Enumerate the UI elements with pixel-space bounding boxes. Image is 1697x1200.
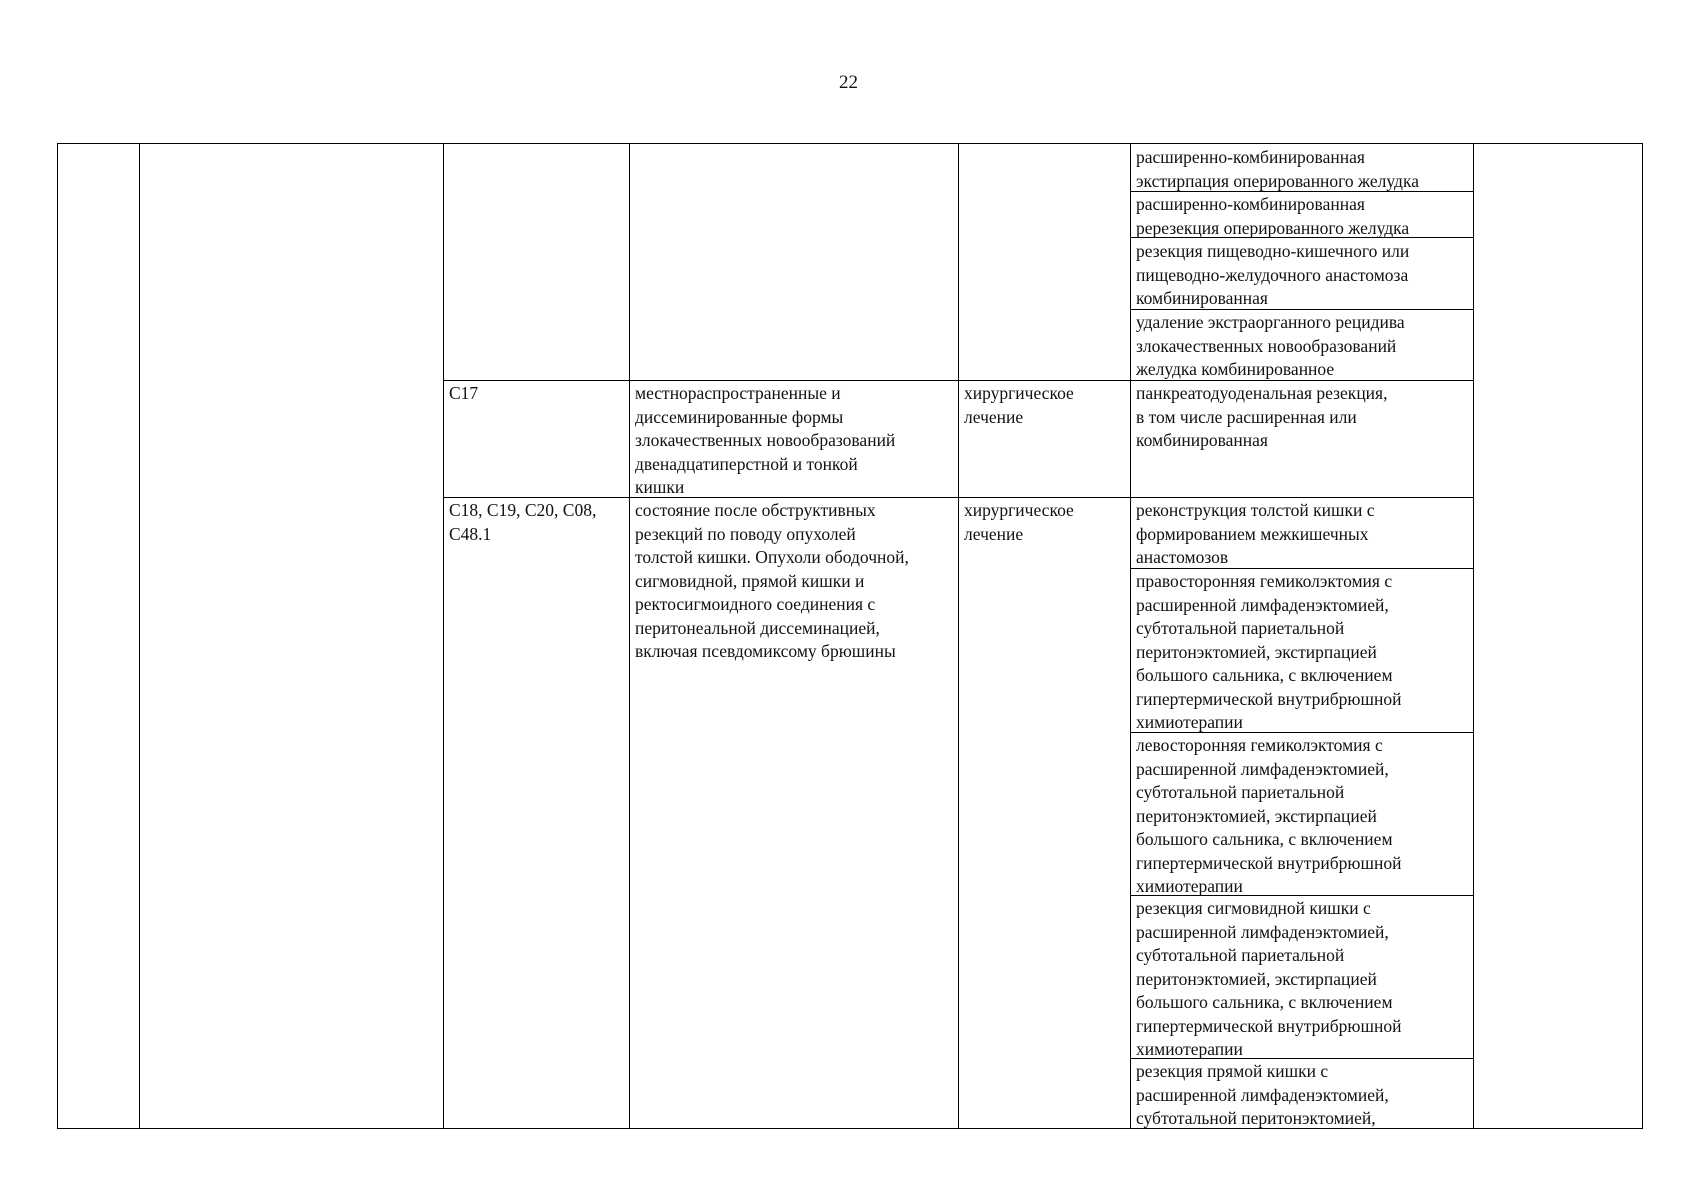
code-cell: C18, C19, C20, C08, C48.1 (449, 500, 597, 544)
table-border-left (57, 143, 58, 1129)
treatment-cell: хирургическое лечение (964, 383, 1074, 427)
method-cell: реконструкция толстой кишки с формированием межкишечных анастомозов (1136, 500, 1375, 567)
method-cell: правосторонняя гемиколэктомия с расширенной лимфаденэктомией, субтотальной париетальной перитонэктомией, экстирпацией большого сальника, с включением гипертермической внутрибрюшной химиотерапии (1136, 571, 1402, 732)
description-cell: местнораспространенные и диссеминированные формы злокачественных новообразований двенадцатиперстной и тонкой кишки (635, 383, 896, 497)
method-cell: левосторонняя гемиколэктомия с расширенной лимфаденэктомией, субтотальной париетальной перитонэктомией, экстирпацией большого сальника, с включением гипертермической внутрибрюшной химиотерапии (1136, 735, 1402, 896)
method-cell: резекция прямой кишки с расширенной лимфаденэктомией, субтотальной перитонэктомией, (1136, 1061, 1389, 1128)
method-cell: удаление экстраорганного рецидива злокачественных новообразований желудка комбинированное (1136, 312, 1405, 379)
method-cell: панкреатодуоденальная резекция, в том числе расширенная или комбинированная (1136, 383, 1388, 450)
column-divider (958, 143, 959, 1129)
method-cell: резекция сигмовидной кишки с расширенной лимфаденэктомией, субтотальной париетальной перитонэктомией, экстирпацией большого сальника, с включением гипертермической внутрибрюшной химиотерапии (1136, 898, 1402, 1059)
column-divider (1130, 143, 1131, 1129)
method-cell: расширенно-комбинированная экстирпация оперированного желудка (1136, 147, 1419, 191)
description-cell: состояние после обструктивных резекций по поводу опухолей толстой кишки. Опухоли ободочной, сигмовидной, прямой кишки и ректосигмоидного соединения с перитонеальной диссеминацией, включая псевдомиксому брюшины (635, 500, 909, 661)
column-divider (443, 143, 444, 1129)
column-divider (139, 143, 140, 1129)
column-divider (1473, 143, 1474, 1129)
column-divider (629, 143, 630, 1129)
code-cell: C17 (449, 383, 479, 403)
treatment-cell: хирургическое лечение (964, 500, 1074, 544)
method-cell: расширенно-комбинированная ререзекция оперированного желудка (1136, 194, 1410, 238)
page-number: 22 (839, 72, 858, 93)
method-cell: резекция пищеводно-кишечного или пищеводно-желудочного анастомоза комбинированная (1136, 241, 1410, 308)
table-border-top (57, 143, 1643, 144)
group-separator (443, 497, 1474, 498)
table-border-right (1642, 143, 1643, 1129)
